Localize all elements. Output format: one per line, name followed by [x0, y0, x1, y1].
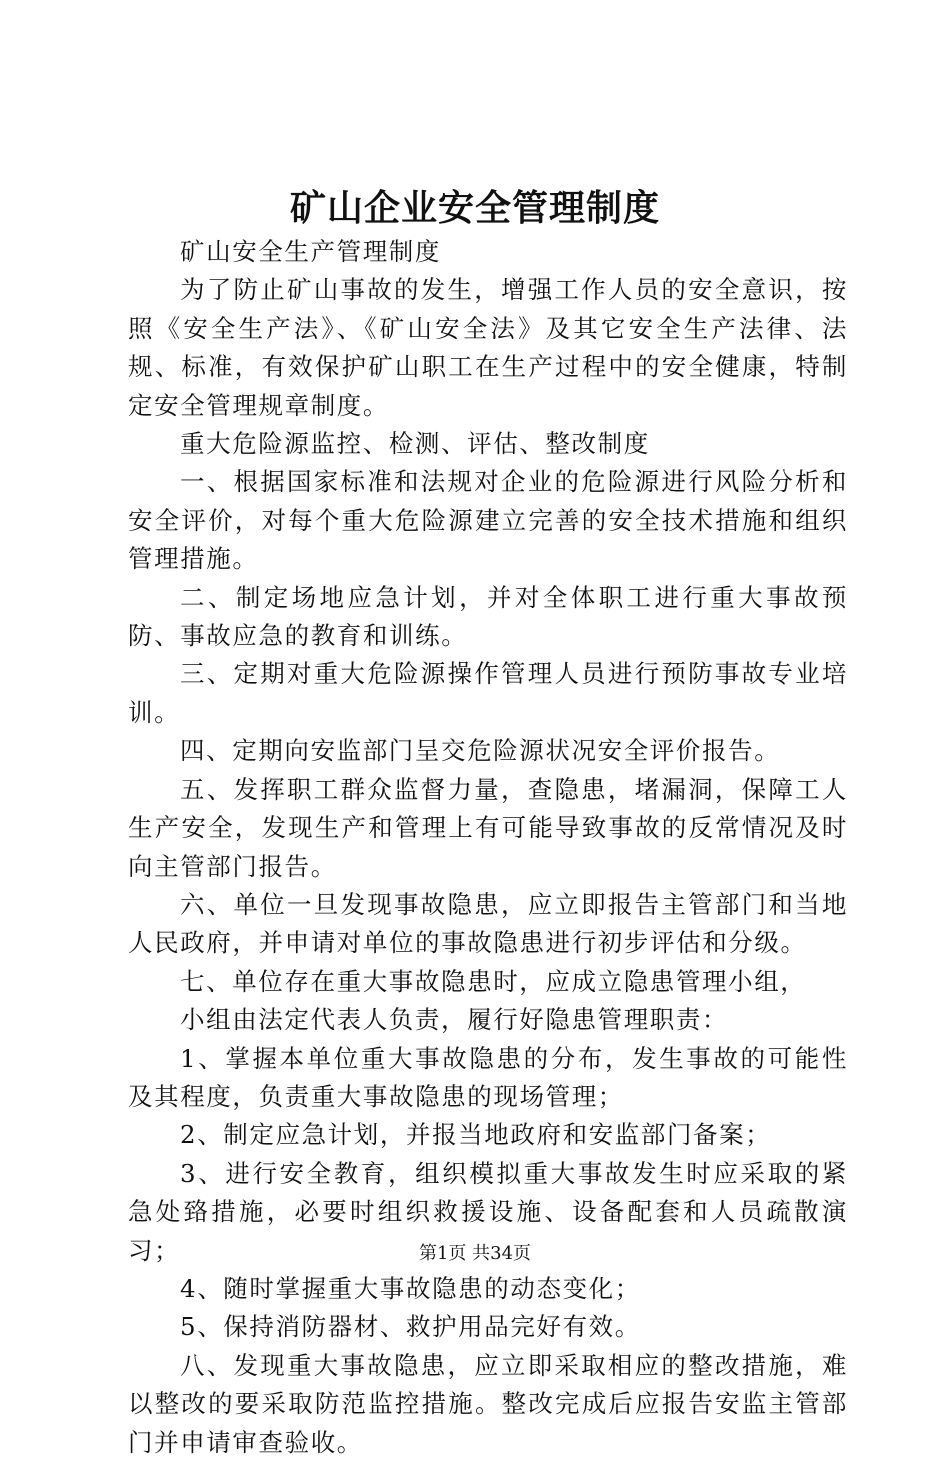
paragraph-duty-2: 2、制定应急计划，并报当地政府和安监部门备案；: [180, 1120, 772, 1150]
page-number-footer: 第1页 共34页: [418, 1243, 532, 1264]
paragraph-section-heading: 重大危险源监控、检测、评估、整改制度: [180, 429, 650, 459]
paragraph-item-5: 五、发挥职工群众监督力量，查隐患，堵漏洞，保障工人生产安全，发现生产和管理上有可能导致事故的反常情况及时向主管部门报告。: [128, 774, 848, 881]
paragraph-item-8: 八、发现重大事故隐患，应立即采取相应的整改措施，难以整改的要采取防范监控措施。整改完成后应报告安监主管部门并申请审查验收。: [128, 1350, 848, 1457]
paragraph-duty-1: 1、掌握本单位重大事故隐患的分布，发生事故的可能性及其程度，负责重大事故隐患的现场管理；: [128, 1043, 848, 1111]
paragraph-item-7: 七、单位存在重大事故隐患时，应成立隐患管理小组，: [180, 966, 807, 996]
paragraph-duty-5: 5、保持消防器材、救护用品完好有效。: [180, 1312, 641, 1342]
paragraph-item-4: 四、定期向安监部门呈交危险源状况安全评价报告。: [180, 736, 781, 766]
paragraph-duty-3: 3、进行安全教育，组织模拟重大事故发生时应采取的紧急处臵措施，必要时组织救援设施、设备配套和人员疏散演习；: [128, 1158, 848, 1265]
paragraph-item-6: 六、单位一旦发现事故隐患，应立即报告主管部门和当地人民政府，并申请对单位的事故隐患进行初步评估和分级。: [128, 889, 848, 958]
paragraph-item-1: 一、根据国家标准和法规对企业的危险源进行风险分析和安全评价，对每个重大危险源建立完善的安全技术措施和组织管理措施。: [128, 467, 848, 574]
paragraph-item-2: 二、制定场地应急计划，并对全体职工进行重大事故预防、事故应急的教育和训练。: [128, 582, 848, 651]
paragraph-duty-4: 4、随时掌握重大事故隐患的动态变化；: [180, 1273, 641, 1303]
paragraph-subtitle: 矿山安全生产管理制度: [180, 237, 441, 266]
paragraph-item-7-continued: 小组由法定代表人负责，履行好隐患管理职责：: [180, 1005, 729, 1035]
paragraph-intro: 为了防止矿山事故的发生，增强工作人员的安全意识，按照《安全生产法》、《矿山安全法》及其它安全生产法律、法规、标准，有效保护矿山职工在生产过程中的安全健康，特制定安全管理规章制度。: [128, 275, 848, 420]
paragraph-item-3: 三、定期对重大危险源操作管理人员进行预防事故专业培训。: [128, 659, 848, 727]
document-body: [128, 233, 848, 1462]
document-title: 矿山企业安全管理制度: [289, 187, 660, 229]
